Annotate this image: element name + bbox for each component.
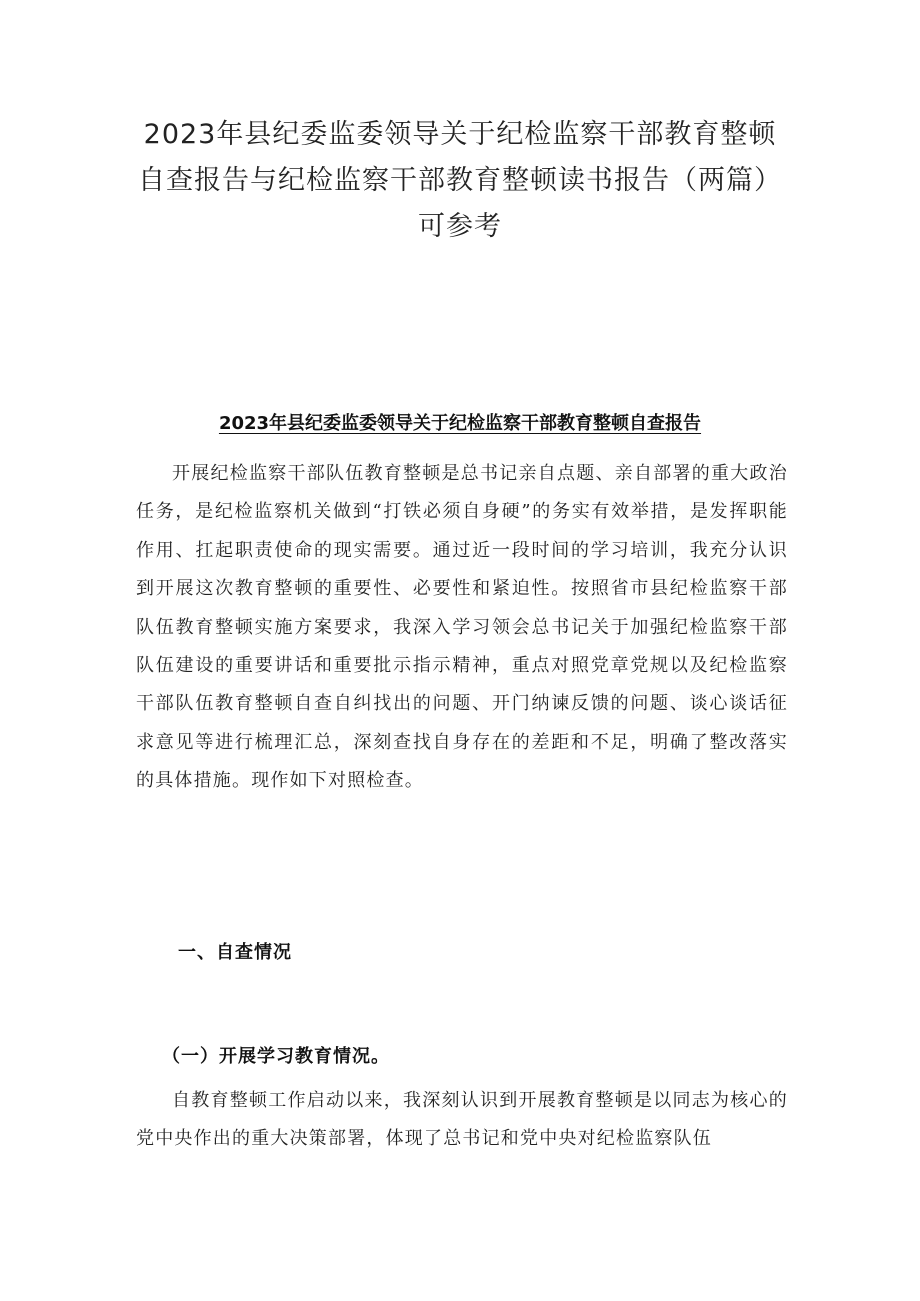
heading-self-check: 一、自查情况: [178, 942, 292, 963]
body-paragraph-intro: 开展纪检监察干部队伍教育整顿是总书记亲自点题、亲自部署的重大政治任务，是纪检监察机关做到“打铁必须自身硬”的务实有效举措，是发挥职能作用、扛起职责使命的现实需要。通过近一段时间的学习培训，我充分认识到开展这次教育整顿的重要性、必要性和紧迫性。按照省市县纪检监察干部队伍教育整顿实施方案要求，我深入学习领会总书记关于加强纪检监察干部队伍建设的重要讲话和重要批示指示精神，重点对照党章党规以及纪检监察干部队伍教育整顿自查自纠找出的问题、开门纳谏反馈的问题、谈心谈话征求意见等进行梳理汇总，深刻查找自身存在的差距和不足，明确了整改落实的具体措施。现作如下对照检查。: [136, 463, 788, 792]
document-title: [100, 112, 820, 250]
document-title-line-3: 可参考: [418, 211, 502, 242]
subheading-study-education: （一）开展学习教育情况。: [162, 1046, 390, 1067]
body-paragraph-study: 自教育整顿工作启动以来，我深刻认识到开展教育整顿是以同志为核心的党中央作出的重大决策部署，体现了总书记和党中央对纪检监察队伍: [136, 1090, 788, 1150]
section-title: 2023年县纪委监委领导关于纪检监察干部教育整顿自查报告: [218, 413, 702, 434]
document-title-line-2: 自查报告与纪检监察干部教育整顿读书报告（两篇）: [138, 165, 782, 196]
document-title-line-1: 2023年县纪委监委领导关于纪检监察干部教育整顿: [143, 119, 777, 150]
